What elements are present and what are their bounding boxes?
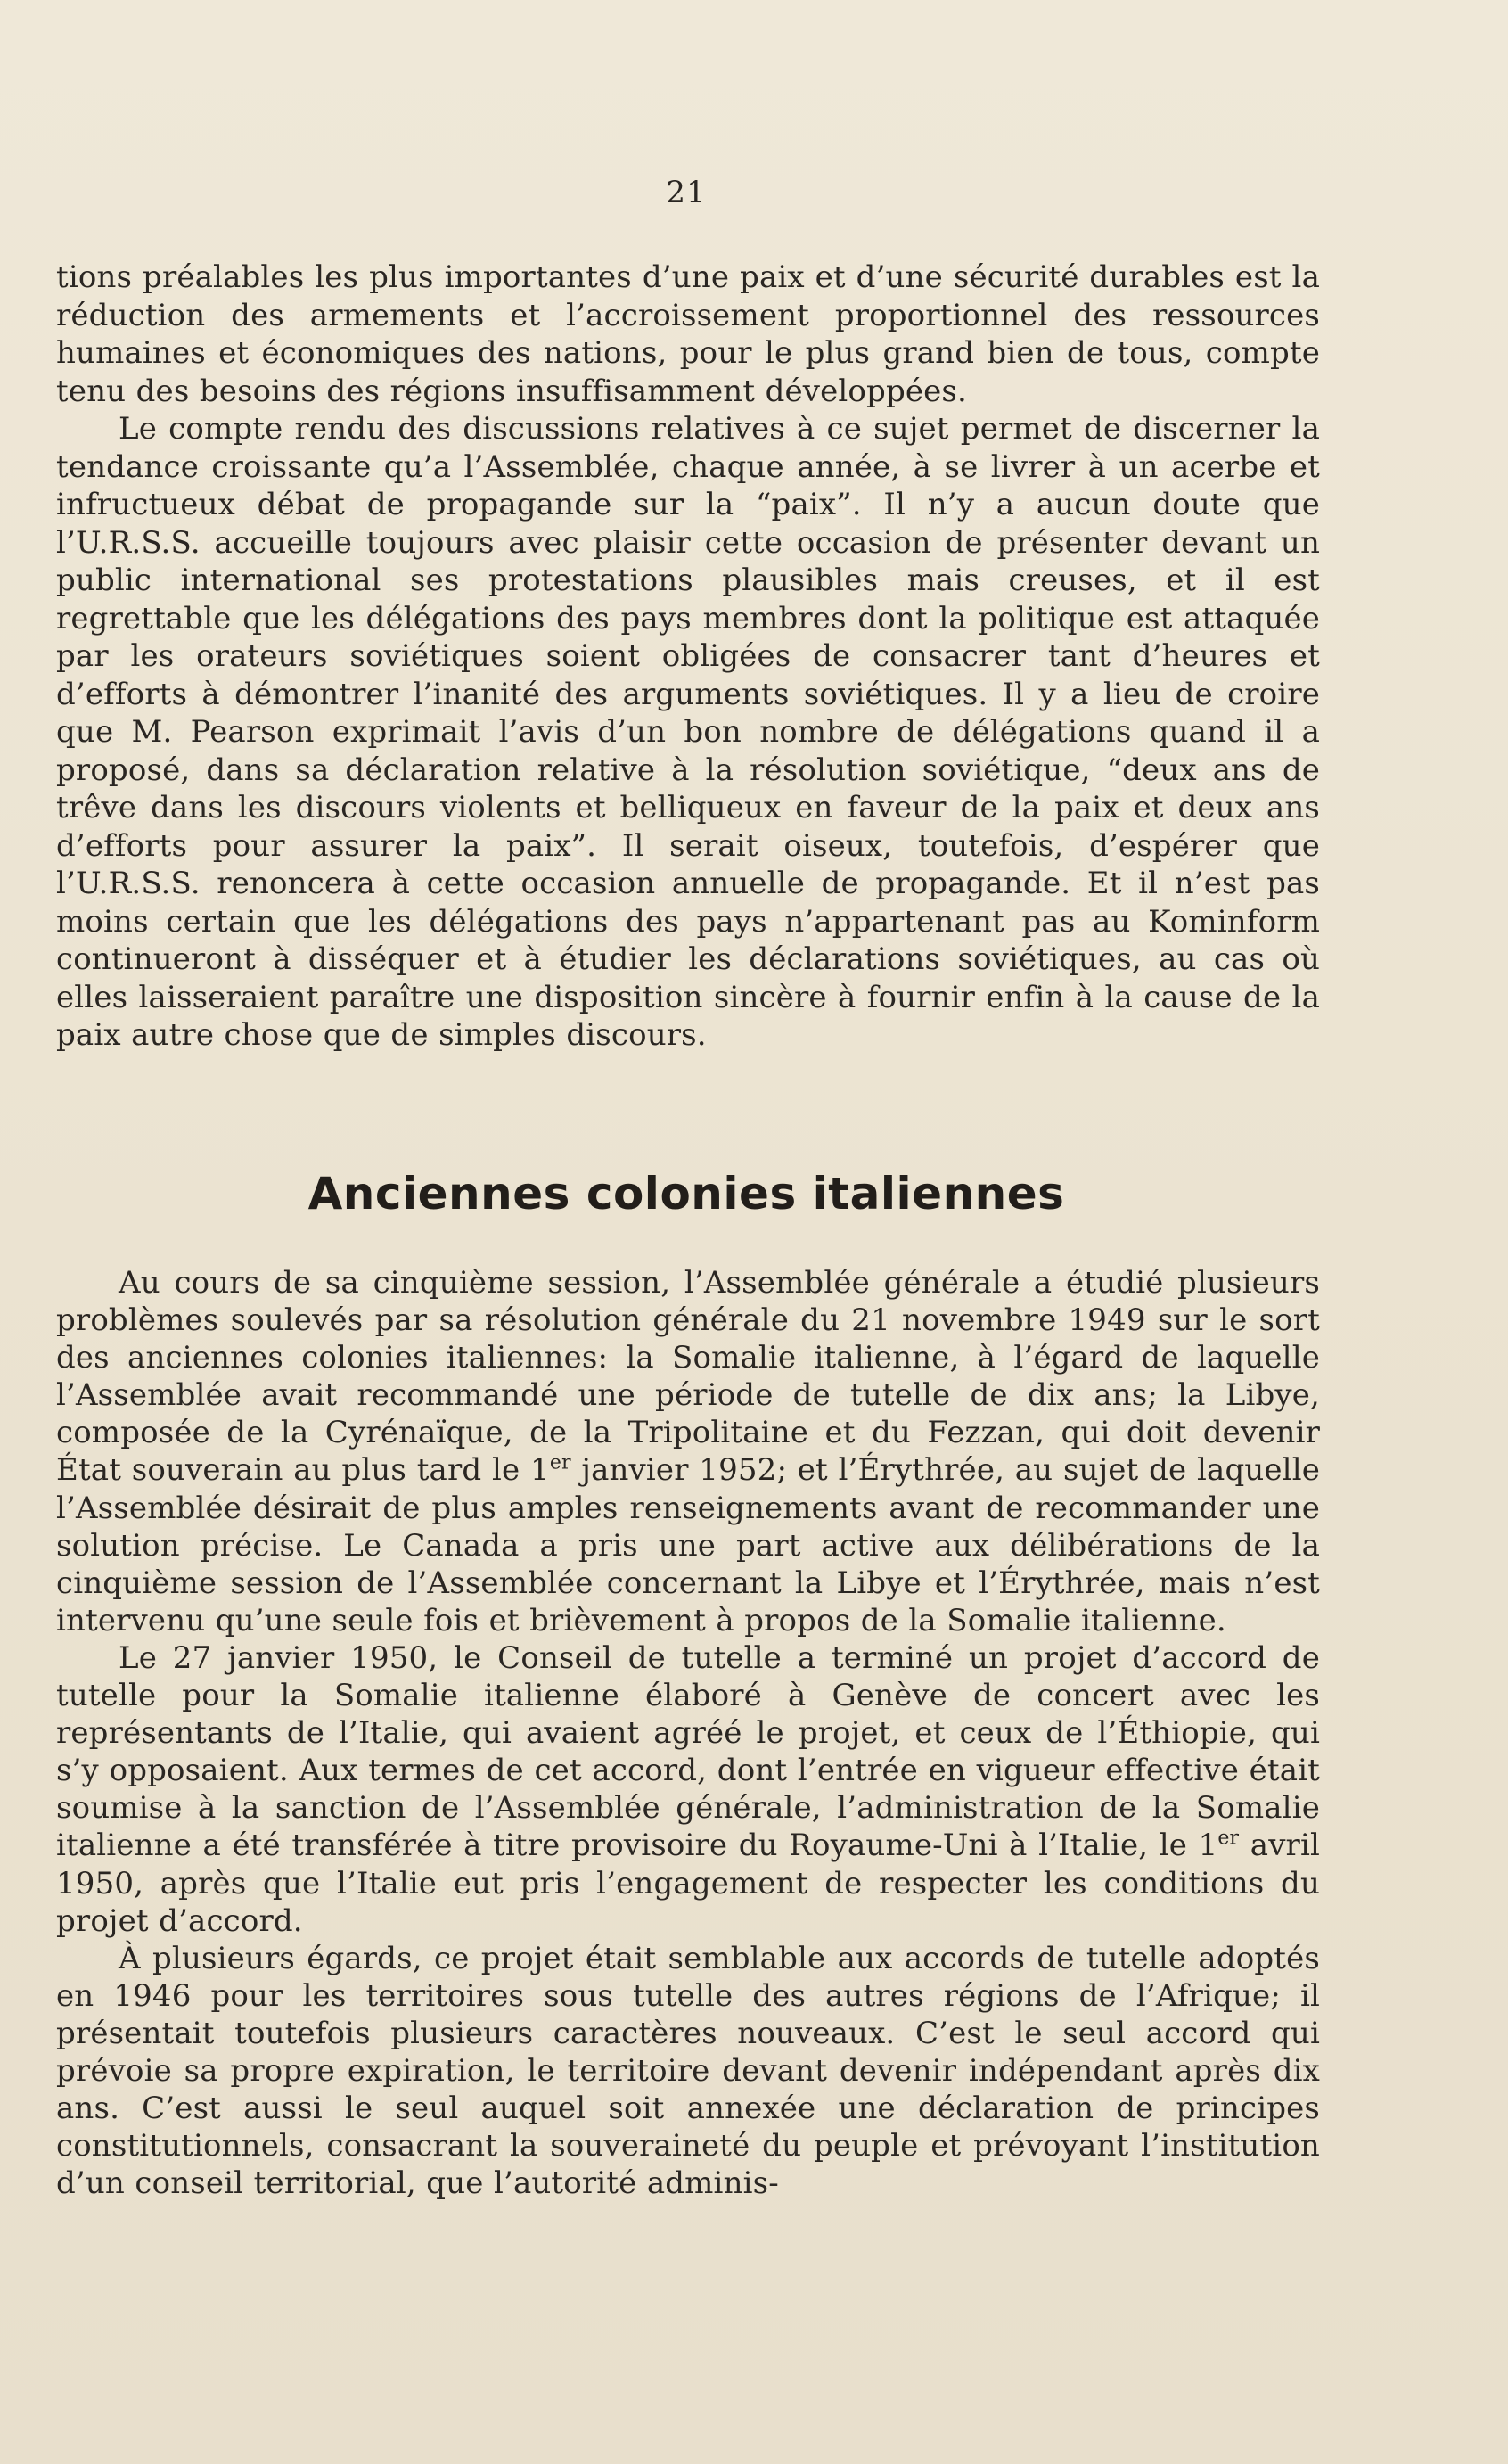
superscript: er <box>1217 1827 1240 1851</box>
body-text-top <box>56 259 1320 1055</box>
paragraph <box>56 1639 1320 1940</box>
body-text-bottom <box>56 1264 1320 2202</box>
paragraph-text: Au cours de sa cinquième session, l’Assemblée générale a étudié plusieurs problèmes soulevés par sa résolution générale du 21 novembre 1949 sur le sort des anciennes colonies italiennes: la Somalie italienne, à l’égard de laquelle l’Assemblée avait recommandé une période de tutelle de dix ans; la Libye, composée de la Cyrénaïque, de la Tripolitaine et du Fezzan, qui doit devenir État souverain au plus tard le 1 <box>56 1265 1320 1489</box>
paragraph <box>56 1264 1320 1639</box>
superscript: er <box>549 1452 571 1475</box>
paragraph: À plusieurs égards, ce projet était semblable aux accords de tutelle adoptés en 1946 pour les territoires sous tutelle des autres régions de l’Afrique; il présentait toutefois plusieurs caractères nouveaux. C’est le seul accord qui prévoie sa propre expiration, le territoire devant devenir indépendant après dix ans. C’est aussi le seul auquel soit annexée une déclaration de principes constitutionnels, consacrant la souveraineté du peuple et prévoyant l’institution d’un conseil territorial, que l’autorité adminis- <box>56 1940 1320 2202</box>
paragraph-text: janvier 1952; et l’Érythrée, au sujet de laquelle l’Assemblée désirait de plus amples renseignements avant de recommander une solution précise. Le Canada a pris une part active aux délibérations de la cinquième session de l’Assemblée concernant la Libye et l’Érythrée, mais n’est intervenu qu’une seule fois et brièvement à propos de la Somalie italienne. <box>56 1452 1320 1639</box>
paragraph: tions préalables les plus importantes d’une paix et d’une sécurité durables est la réduction des armements et l’accroissement proportionnel des ressources humaines et économiques des nations, pour le plus grand bien de tous, compte tenu des besoins des régions insuffisamment développées. <box>56 259 1320 409</box>
page-number: 21 <box>666 175 707 210</box>
paragraph-text: Le 27 janvier 1950, le Conseil de tutelle a terminé un projet d’accord de tutelle pour la Somalie italienne élaboré à Genève de concert avec les représentants de l’Italie, qui avaient agréé le projet, et ceux de l’Éthiopie, qui s’y opposaient. Aux termes de cet accord, dont l’entrée en vigueur effective était soumise à la sanction de l’Assemblée générale, l’administration de la Somalie italienne a été transférée à titre provisoire du Royaume-Uni à l’Italie, le 1 <box>56 1639 1320 1864</box>
section-heading: Anciennes colonies italiennes <box>307 1168 1065 1220</box>
paragraph: Le compte rendu des discussions relatives à ce sujet permet de discerner la tendance croissante qu’a l’Assemblée, chaque année, à se livrer à un acerbe et infructueux débat de propagande sur la “paix”. Il n’y a aucun doute que l’U.R.S.S. accueille toujours avec plaisir cette occasion de présenter devant un public international ses protestations plausibles mais creuses, et il est regrettable que les délégations des pays membres dont la politique est attaquée par les orateurs soviétiques soient obligées de consacrer tant d’heures et d’efforts à démontrer l’inanité des arguments soviétiques. Il y a lieu de croire que M. Pearson exprimait l’avis d’un bon nombre de délégations quand il a proposé, dans sa déclaration relative à la résolution soviétique, “deux ans de trêve dans les discours violents et belliqueux en faveur de la paix et deux ans d’efforts pour assurer la paix”. Il serait oiseux, toutefois, d’espérer que l’U.R.S.S. renoncera à cette occasion annuelle de propagande. Et il n’est pas moins certain que les délégations des pays n’appartenant pas au Kominform continueront à disséquer et à étudier les déclarations soviétiques, au cas où elles laisseraient paraître une disposition sincère à fournir enfin à la cause de la paix autre chose que de simples discours. <box>56 411 1320 1053</box>
paragraph-text: avril 1950, après que l’Italie eut pris l’engagement de respecter les conditions du projet d’accord. <box>56 1827 1321 1939</box>
